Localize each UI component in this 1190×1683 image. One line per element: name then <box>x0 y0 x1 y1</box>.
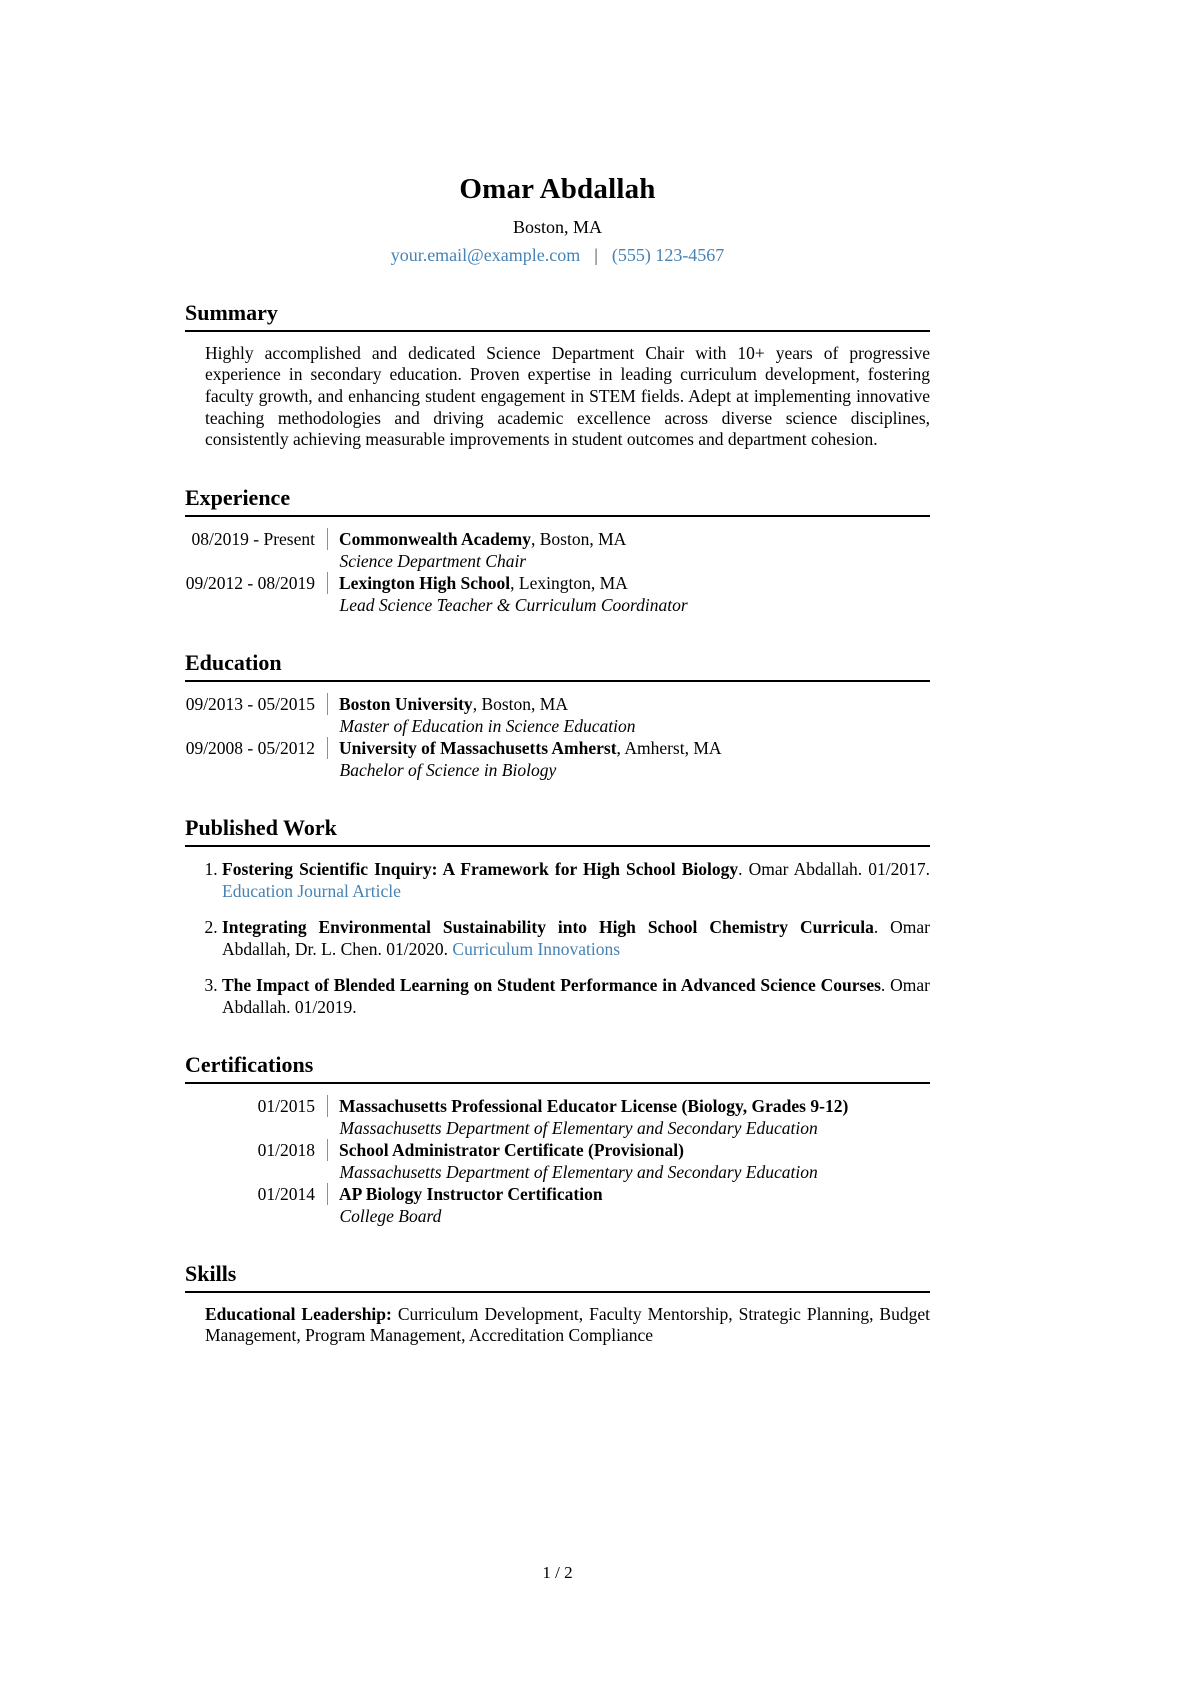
certification-entry <box>185 1183 930 1227</box>
candidate-location: Boston, MA <box>512 216 602 237</box>
certification-entry <box>185 1139 930 1183</box>
entry-role: Lead Science Teacher & Curriculum Coordinator <box>339 594 688 615</box>
section-title-published-work: Published Work <box>185 814 930 847</box>
institution-location: , Boston, MA <box>472 693 568 714</box>
section-experience <box>185 484 930 616</box>
entry-title <box>327 737 930 759</box>
organization-location: , Lexington, MA <box>510 572 628 593</box>
organization-location: , Boston, MA <box>531 528 627 549</box>
entry-role: Science Department Chair <box>339 550 527 571</box>
section-skills <box>185 1260 930 1347</box>
candidate-name: Omar Abdallah <box>459 173 656 205</box>
publication-title: The Impact of Blended Learning on Student Performance in Advanced Science Courses <box>222 974 881 995</box>
publication-meta: . Omar Abdallah. 01/2017. <box>738 858 931 879</box>
organization-name: Commonwealth Academy <box>339 528 531 549</box>
section-education <box>185 649 930 781</box>
phone-link[interactable]: (555) 123-4567 <box>611 244 725 265</box>
skills-text <box>205 1304 930 1347</box>
publication-meta: . Omar Abdallah, Dr. L. Chen. 01/2020. <box>222 916 930 959</box>
publication-item <box>222 916 930 960</box>
experience-entry <box>185 572 930 616</box>
institution-location: , Amherst, MA <box>616 737 722 758</box>
entry-dates: 01/2018 <box>257 1139 315 1160</box>
entry-body <box>327 1139 930 1183</box>
institution-name: University of Massachusetts Amherst <box>339 737 617 758</box>
institution-name: Boston University <box>339 693 473 714</box>
section-title-certifications: Certifications <box>185 1051 930 1084</box>
publication-list <box>185 858 930 1018</box>
certification-entry <box>185 1095 930 1139</box>
certification-name: Massachusetts Professional Educator License (Biology, Grades 9-12) <box>327 1095 930 1117</box>
publication-item <box>222 974 930 1018</box>
certification-issuer: College Board <box>339 1205 442 1226</box>
education-entry <box>185 737 930 781</box>
contact-line <box>185 244 930 266</box>
publication-item <box>222 858 930 902</box>
entry-dates: 08/2019 - Present <box>191 528 315 549</box>
entry-body <box>327 572 930 616</box>
skills-category-label: Educational Leadership: <box>205 1303 392 1324</box>
entry-title <box>327 572 930 594</box>
publication-title: Integrating Environmental Sustainability into High School Chemistry Curricula <box>222 916 874 937</box>
experience-entry <box>185 528 930 572</box>
entry-dates: 01/2014 <box>257 1183 315 1204</box>
section-summary <box>185 299 930 451</box>
entry-dates: 09/2008 - 05/2012 <box>185 737 315 758</box>
entry-body <box>327 693 930 737</box>
entry-dates: 09/2013 - 05/2015 <box>185 693 315 714</box>
entry-body <box>327 1183 930 1227</box>
email-link[interactable]: your.email@example.com <box>390 244 581 265</box>
organization-name: Lexington High School <box>339 572 511 593</box>
skills-list: Curriculum Development, Faculty Mentorship, Strategic Planning, Budget Management, Program Management, Accreditation Compliance <box>205 1303 930 1346</box>
page-number: 1 / 2 <box>542 1563 573 1582</box>
section-published-work <box>185 814 930 1018</box>
certification-name: School Administrator Certificate (Provisional) <box>327 1139 930 1161</box>
section-title-summary: Summary <box>185 299 930 332</box>
entry-title <box>327 528 930 550</box>
certification-name: AP Biology Instructor Certification <box>327 1183 930 1205</box>
education-entry <box>185 693 930 737</box>
publication-link[interactable]: Education Journal Article <box>222 880 401 901</box>
section-title-experience: Experience <box>185 484 930 517</box>
publication-link[interactable]: Curriculum Innovations <box>452 938 621 959</box>
publication-meta: . Omar Abdallah. 01/2019. <box>222 974 930 1017</box>
entry-body <box>327 737 930 781</box>
entry-title <box>327 693 930 715</box>
contact-separator: | <box>594 244 598 265</box>
entry-body <box>327 528 930 572</box>
certification-issuer: Massachusetts Department of Elementary and Secondary Education <box>339 1117 818 1138</box>
summary-text: Highly accomplished and dedicated Science Department Chair with 10+ years of progressive experience in secondary education. Proven expertise in leading curriculum development, fostering faculty growth, and enhancing student engagement in STEM fields. Adept at implementing innovative teaching methodologies and driving academic excellence across diverse science disciplines, consistently achieving measurable improvements in student outcomes and department cohesion. <box>205 342 930 450</box>
section-title-skills: Skills <box>185 1260 930 1293</box>
section-certifications <box>185 1051 930 1227</box>
publication-title: Fostering Scientific Inquiry: A Framework for High School Biology <box>222 858 739 879</box>
entry-degree: Master of Education in Science Education <box>339 715 636 736</box>
entry-dates: 09/2012 - 08/2019 <box>185 572 315 593</box>
certification-issuer: Massachusetts Department of Elementary and Secondary Education <box>339 1161 818 1182</box>
entry-dates: 01/2015 <box>257 1095 315 1116</box>
entry-body <box>327 1095 930 1139</box>
resume-header <box>185 172 930 266</box>
section-title-education: Education <box>185 649 930 682</box>
entry-degree: Bachelor of Science in Biology <box>339 759 557 780</box>
